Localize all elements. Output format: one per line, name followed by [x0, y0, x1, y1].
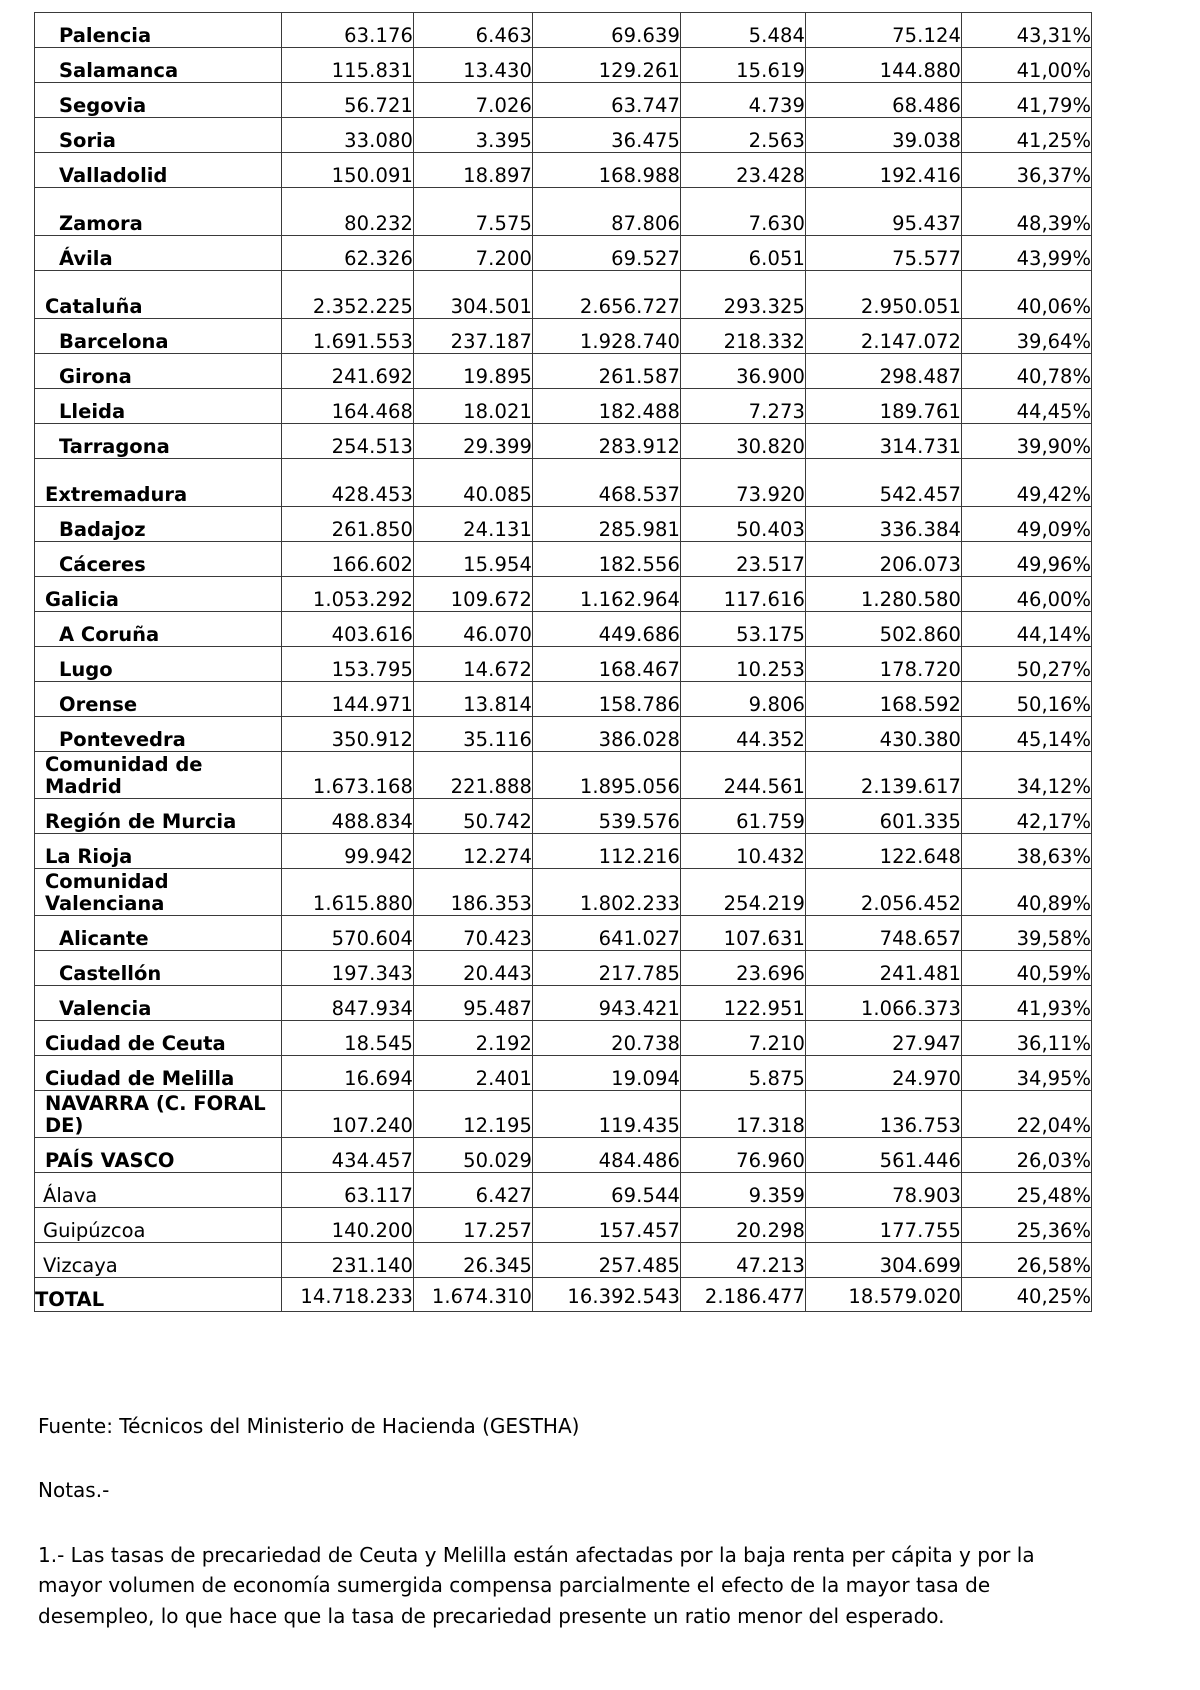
cell-c3: 36.475 — [533, 118, 681, 153]
table-row — [35, 319, 1092, 354]
cell-c5: 78.903 — [806, 1173, 962, 1208]
cell-c5: 178.720 — [806, 647, 962, 682]
cell-c1: 1.053.292 — [282, 577, 414, 612]
cell-c1: 231.140 — [282, 1243, 414, 1278]
cell-percentage: 36,37% — [962, 153, 1092, 188]
cell-c1: 1.673.168 — [282, 752, 414, 799]
table-row — [35, 188, 1092, 236]
cell-c1: 241.692 — [282, 354, 414, 389]
cell-c5: 136.753 — [806, 1091, 962, 1138]
cell-c3: 1.162.964 — [533, 577, 681, 612]
row-label: Extremadura — [35, 459, 282, 507]
row-label: Tarragona — [35, 424, 282, 459]
cell-c4: 61.759 — [681, 799, 806, 834]
cell-c2: 7.575 — [414, 188, 533, 236]
cell-percentage: 40,78% — [962, 354, 1092, 389]
cell-c2: 15.954 — [414, 542, 533, 577]
cell-c1: 99.942 — [282, 834, 414, 869]
cell-c5: 122.648 — [806, 834, 962, 869]
cell-c3: 449.686 — [533, 612, 681, 647]
table-row — [35, 916, 1092, 951]
cell-c1: 403.616 — [282, 612, 414, 647]
cell-c3: 2.656.727 — [533, 271, 681, 319]
cell-c4: 7.273 — [681, 389, 806, 424]
cell-c5: 2.139.617 — [806, 752, 962, 799]
cell-c1: 140.200 — [282, 1208, 414, 1243]
cell-c2: 13.430 — [414, 48, 533, 83]
cell-c1: 33.080 — [282, 118, 414, 153]
cell-c3: 168.467 — [533, 647, 681, 682]
cell-c5: 24.970 — [806, 1056, 962, 1091]
cell-c3: 283.912 — [533, 424, 681, 459]
cell-c5: 189.761 — [806, 389, 962, 424]
table-row — [35, 271, 1092, 319]
cell-c2: 221.888 — [414, 752, 533, 799]
row-label: Lleida — [35, 389, 282, 424]
cell-c4: 2.186.477 — [681, 1278, 806, 1312]
cell-percentage: 25,36% — [962, 1208, 1092, 1243]
table-row — [35, 507, 1092, 542]
cell-c2: 7.026 — [414, 83, 533, 118]
cell-c1: 153.795 — [282, 647, 414, 682]
table-row — [35, 424, 1092, 459]
cell-c2: 17.257 — [414, 1208, 533, 1243]
table-row — [35, 153, 1092, 188]
row-label: Segovia — [35, 83, 282, 118]
cell-c1: 488.834 — [282, 799, 414, 834]
cell-c4: 9.806 — [681, 682, 806, 717]
row-label: TOTAL — [35, 1278, 282, 1312]
cell-c4: 117.616 — [681, 577, 806, 612]
row-label: Palencia — [35, 13, 282, 48]
cell-c3: 261.587 — [533, 354, 681, 389]
statistics-table-container — [34, 12, 1091, 1312]
cell-c2: 19.895 — [414, 354, 533, 389]
table-row — [35, 354, 1092, 389]
cell-c3: 20.738 — [533, 1021, 681, 1056]
cell-c3: 484.486 — [533, 1138, 681, 1173]
row-label: Valladolid — [35, 153, 282, 188]
cell-c4: 10.432 — [681, 834, 806, 869]
cell-percentage: 40,25% — [962, 1278, 1092, 1312]
cell-percentage: 34,95% — [962, 1056, 1092, 1091]
cell-c4: 47.213 — [681, 1243, 806, 1278]
row-label: Álava — [35, 1173, 282, 1208]
cell-c1: 14.718.233 — [282, 1278, 414, 1312]
cell-c5: 177.755 — [806, 1208, 962, 1243]
row-label: Castellón — [35, 951, 282, 986]
cell-c5: 748.657 — [806, 916, 962, 951]
cell-percentage: 49,42% — [962, 459, 1092, 507]
cell-c5: 206.073 — [806, 542, 962, 577]
cell-c1: 1.615.880 — [282, 869, 414, 916]
table-row — [35, 1021, 1092, 1056]
cell-c5: 336.384 — [806, 507, 962, 542]
cell-c5: 1.066.373 — [806, 986, 962, 1021]
row-label: Salamanca — [35, 48, 282, 83]
cell-percentage: 26,58% — [962, 1243, 1092, 1278]
row-label: Cáceres — [35, 542, 282, 577]
cell-c4: 4.739 — [681, 83, 806, 118]
cell-c3: 1.928.740 — [533, 319, 681, 354]
cell-c4: 20.298 — [681, 1208, 806, 1243]
cell-c3: 69.527 — [533, 236, 681, 271]
cell-percentage: 41,79% — [962, 83, 1092, 118]
cell-c1: 254.513 — [282, 424, 414, 459]
cell-c5: 601.335 — [806, 799, 962, 834]
cell-percentage: 26,03% — [962, 1138, 1092, 1173]
cell-c2: 70.423 — [414, 916, 533, 951]
cell-c3: 158.786 — [533, 682, 681, 717]
cell-percentage: 50,27% — [962, 647, 1092, 682]
row-label: NAVARRA (C. FORAL DE) — [35, 1091, 282, 1138]
cell-c1: 166.602 — [282, 542, 414, 577]
cell-c4: 15.619 — [681, 48, 806, 83]
cell-c4: 254.219 — [681, 869, 806, 916]
cell-c4: 23.428 — [681, 153, 806, 188]
cell-c4: 2.563 — [681, 118, 806, 153]
cell-c4: 7.210 — [681, 1021, 806, 1056]
cell-c3: 1.802.233 — [533, 869, 681, 916]
cell-c2: 2.401 — [414, 1056, 533, 1091]
cell-c5: 241.481 — [806, 951, 962, 986]
cell-c2: 3.395 — [414, 118, 533, 153]
cell-c4: 293.325 — [681, 271, 806, 319]
cell-c4: 218.332 — [681, 319, 806, 354]
cell-c1: 63.117 — [282, 1173, 414, 1208]
row-label: Pontevedra — [35, 717, 282, 752]
cell-c4: 7.630 — [681, 188, 806, 236]
cell-percentage: 49,96% — [962, 542, 1092, 577]
table-row — [35, 389, 1092, 424]
cell-c2: 12.195 — [414, 1091, 533, 1138]
cell-c2: 18.897 — [414, 153, 533, 188]
table-row — [35, 869, 1092, 916]
cell-c3: 182.488 — [533, 389, 681, 424]
cell-c1: 144.971 — [282, 682, 414, 717]
cell-c3: 217.785 — [533, 951, 681, 986]
table-row — [35, 799, 1092, 834]
cell-c5: 298.487 — [806, 354, 962, 389]
cell-c1: 63.176 — [282, 13, 414, 48]
row-label: Orense — [35, 682, 282, 717]
cell-c5: 314.731 — [806, 424, 962, 459]
cell-c3: 119.435 — [533, 1091, 681, 1138]
table-row — [35, 1138, 1092, 1173]
table-row — [35, 647, 1092, 682]
cell-percentage: 41,00% — [962, 48, 1092, 83]
cell-c4: 50.403 — [681, 507, 806, 542]
cell-c5: 75.124 — [806, 13, 962, 48]
cell-c1: 261.850 — [282, 507, 414, 542]
row-label: Cataluña — [35, 271, 282, 319]
cell-percentage: 34,12% — [962, 752, 1092, 799]
cell-c4: 9.359 — [681, 1173, 806, 1208]
cell-percentage: 25,48% — [962, 1173, 1092, 1208]
source-attribution: Fuente: Técnicos del Ministerio de Hacienda (GESTHA) — [38, 1414, 580, 1438]
cell-c3: 16.392.543 — [533, 1278, 681, 1312]
cell-c2: 109.672 — [414, 577, 533, 612]
cell-c4: 23.696 — [681, 951, 806, 986]
cell-c5: 95.437 — [806, 188, 962, 236]
cell-c1: 16.694 — [282, 1056, 414, 1091]
table-row — [35, 986, 1092, 1021]
cell-c4: 44.352 — [681, 717, 806, 752]
cell-c1: 18.545 — [282, 1021, 414, 1056]
cell-c1: 62.326 — [282, 236, 414, 271]
row-label: Barcelona — [35, 319, 282, 354]
cell-c3: 63.747 — [533, 83, 681, 118]
table-row — [35, 612, 1092, 647]
cell-percentage: 48,39% — [962, 188, 1092, 236]
cell-percentage: 38,63% — [962, 834, 1092, 869]
table-row — [35, 1173, 1092, 1208]
cell-percentage: 49,09% — [962, 507, 1092, 542]
cell-c1: 350.912 — [282, 717, 414, 752]
row-label: Galicia — [35, 577, 282, 612]
cell-c1: 197.343 — [282, 951, 414, 986]
cell-c3: 257.485 — [533, 1243, 681, 1278]
cell-c3: 182.556 — [533, 542, 681, 577]
cell-c2: 237.187 — [414, 319, 533, 354]
cell-c3: 87.806 — [533, 188, 681, 236]
cell-c1: 164.468 — [282, 389, 414, 424]
table-row — [35, 1208, 1092, 1243]
cell-c5: 27.947 — [806, 1021, 962, 1056]
cell-percentage: 39,58% — [962, 916, 1092, 951]
cell-percentage: 50,16% — [962, 682, 1092, 717]
table-row — [35, 1091, 1092, 1138]
cell-percentage: 40,06% — [962, 271, 1092, 319]
row-label: Ávila — [35, 236, 282, 271]
cell-c5: 192.416 — [806, 153, 962, 188]
cell-percentage: 41,93% — [962, 986, 1092, 1021]
cell-c2: 304.501 — [414, 271, 533, 319]
cell-c1: 1.691.553 — [282, 319, 414, 354]
row-label: La Rioja — [35, 834, 282, 869]
table-row — [35, 459, 1092, 507]
row-label: Soria — [35, 118, 282, 153]
table-row — [35, 236, 1092, 271]
cell-c5: 561.446 — [806, 1138, 962, 1173]
row-label: Región de Murcia — [35, 799, 282, 834]
table-row — [35, 13, 1092, 48]
cell-c5: 542.457 — [806, 459, 962, 507]
row-label: Badajoz — [35, 507, 282, 542]
cell-percentage: 40,89% — [962, 869, 1092, 916]
cell-c2: 50.742 — [414, 799, 533, 834]
cell-percentage: 43,99% — [962, 236, 1092, 271]
cell-c4: 10.253 — [681, 647, 806, 682]
cell-c1: 150.091 — [282, 153, 414, 188]
cell-c3: 19.094 — [533, 1056, 681, 1091]
cell-c4: 73.920 — [681, 459, 806, 507]
cell-percentage: 43,31% — [962, 13, 1092, 48]
row-label: Valencia — [35, 986, 282, 1021]
cell-percentage: 22,04% — [962, 1091, 1092, 1138]
cell-c5: 18.579.020 — [806, 1278, 962, 1312]
notes-heading: Notas.- — [38, 1478, 110, 1502]
cell-c2: 24.131 — [414, 507, 533, 542]
row-label: Girona — [35, 354, 282, 389]
cell-c2: 40.085 — [414, 459, 533, 507]
cell-c5: 75.577 — [806, 236, 962, 271]
cell-c4: 53.175 — [681, 612, 806, 647]
row-label: A Coruña — [35, 612, 282, 647]
cell-c3: 943.421 — [533, 986, 681, 1021]
table-row — [35, 118, 1092, 153]
table-row — [35, 834, 1092, 869]
cell-c2: 6.463 — [414, 13, 533, 48]
row-label: Comunidad Valenciana — [35, 869, 282, 916]
cell-c5: 2.950.051 — [806, 271, 962, 319]
cell-c3: 539.576 — [533, 799, 681, 834]
cell-c2: 1.674.310 — [414, 1278, 533, 1312]
row-label: Ciudad de Ceuta — [35, 1021, 282, 1056]
cell-percentage: 45,14% — [962, 717, 1092, 752]
row-label: Alicante — [35, 916, 282, 951]
cell-c3: 386.028 — [533, 717, 681, 752]
cell-c4: 6.051 — [681, 236, 806, 271]
table-row — [35, 48, 1092, 83]
cell-c2: 26.345 — [414, 1243, 533, 1278]
row-label: Lugo — [35, 647, 282, 682]
cell-c4: 122.951 — [681, 986, 806, 1021]
table-row-total — [35, 1278, 1092, 1312]
table-body — [35, 13, 1092, 1312]
cell-percentage: 40,59% — [962, 951, 1092, 986]
cell-c2: 186.353 — [414, 869, 533, 916]
cell-c2: 6.427 — [414, 1173, 533, 1208]
cell-c5: 144.880 — [806, 48, 962, 83]
row-label: Ciudad de Melilla — [35, 1056, 282, 1091]
cell-c5: 304.699 — [806, 1243, 962, 1278]
cell-c2: 2.192 — [414, 1021, 533, 1056]
cell-c2: 12.274 — [414, 834, 533, 869]
table-row — [35, 542, 1092, 577]
cell-c4: 17.318 — [681, 1091, 806, 1138]
cell-c4: 107.631 — [681, 916, 806, 951]
cell-c2: 14.672 — [414, 647, 533, 682]
cell-c3: 129.261 — [533, 48, 681, 83]
cell-c5: 68.486 — [806, 83, 962, 118]
cell-c1: 2.352.225 — [282, 271, 414, 319]
cell-c5: 2.147.072 — [806, 319, 962, 354]
cell-c4: 76.960 — [681, 1138, 806, 1173]
cell-c5: 430.380 — [806, 717, 962, 752]
table-row — [35, 1056, 1092, 1091]
cell-c5: 502.860 — [806, 612, 962, 647]
cell-c3: 641.027 — [533, 916, 681, 951]
cell-percentage: 46,00% — [962, 577, 1092, 612]
cell-c5: 1.280.580 — [806, 577, 962, 612]
table-row — [35, 951, 1092, 986]
cell-c1: 428.453 — [282, 459, 414, 507]
cell-c3: 1.895.056 — [533, 752, 681, 799]
table-row — [35, 83, 1092, 118]
cell-c2: 29.399 — [414, 424, 533, 459]
cell-c2: 35.116 — [414, 717, 533, 752]
cell-c1: 570.604 — [282, 916, 414, 951]
cell-percentage: 36,11% — [962, 1021, 1092, 1056]
table-row — [35, 752, 1092, 799]
cell-c1: 847.934 — [282, 986, 414, 1021]
row-label: Guipúzcoa — [35, 1208, 282, 1243]
cell-c4: 30.820 — [681, 424, 806, 459]
cell-c5: 39.038 — [806, 118, 962, 153]
cell-c3: 112.216 — [533, 834, 681, 869]
cell-c4: 23.517 — [681, 542, 806, 577]
cell-c1: 434.457 — [282, 1138, 414, 1173]
cell-c4: 5.875 — [681, 1056, 806, 1091]
cell-percentage: 39,64% — [962, 319, 1092, 354]
cell-c2: 18.021 — [414, 389, 533, 424]
cell-c3: 468.537 — [533, 459, 681, 507]
cell-c3: 157.457 — [533, 1208, 681, 1243]
cell-c4: 5.484 — [681, 13, 806, 48]
cell-c1: 107.240 — [282, 1091, 414, 1138]
table-row — [35, 577, 1092, 612]
cell-percentage: 44,45% — [962, 389, 1092, 424]
cell-c1: 56.721 — [282, 83, 414, 118]
row-label: Comunidad de Madrid — [35, 752, 282, 799]
cell-percentage: 41,25% — [962, 118, 1092, 153]
row-label: Vizcaya — [35, 1243, 282, 1278]
cell-c3: 285.981 — [533, 507, 681, 542]
cell-c3: 69.544 — [533, 1173, 681, 1208]
cell-c3: 168.988 — [533, 153, 681, 188]
cell-percentage: 42,17% — [962, 799, 1092, 834]
cell-c4: 244.561 — [681, 752, 806, 799]
cell-percentage: 44,14% — [962, 612, 1092, 647]
cell-c1: 80.232 — [282, 188, 414, 236]
table-row — [35, 1243, 1092, 1278]
row-label: PAÍS VASCO — [35, 1138, 282, 1173]
cell-c2: 13.814 — [414, 682, 533, 717]
cell-c1: 115.831 — [282, 48, 414, 83]
cell-c4: 36.900 — [681, 354, 806, 389]
note-item-1: 1.- Las tasas de precariedad de Ceuta y Melilla están afectadas por la baja renta per cápita y por la mayor volumen de economía sumergida compensa parcialmente el efecto de la mayor tasa de desempleo, lo que hace que la tasa de precariedad presente un ratio menor del esperado. — [38, 1543, 1035, 1628]
cell-percentage: 39,90% — [962, 424, 1092, 459]
cell-c5: 168.592 — [806, 682, 962, 717]
cell-c2: 95.487 — [414, 986, 533, 1021]
cell-c2: 20.443 — [414, 951, 533, 986]
cell-c5: 2.056.452 — [806, 869, 962, 916]
cell-c2: 50.029 — [414, 1138, 533, 1173]
table-row — [35, 717, 1092, 752]
table-row — [35, 682, 1092, 717]
row-label: Zamora — [35, 188, 282, 236]
cell-c3: 69.639 — [533, 13, 681, 48]
statistics-table — [34, 12, 1092, 1312]
cell-c2: 46.070 — [414, 612, 533, 647]
cell-c2: 7.200 — [414, 236, 533, 271]
